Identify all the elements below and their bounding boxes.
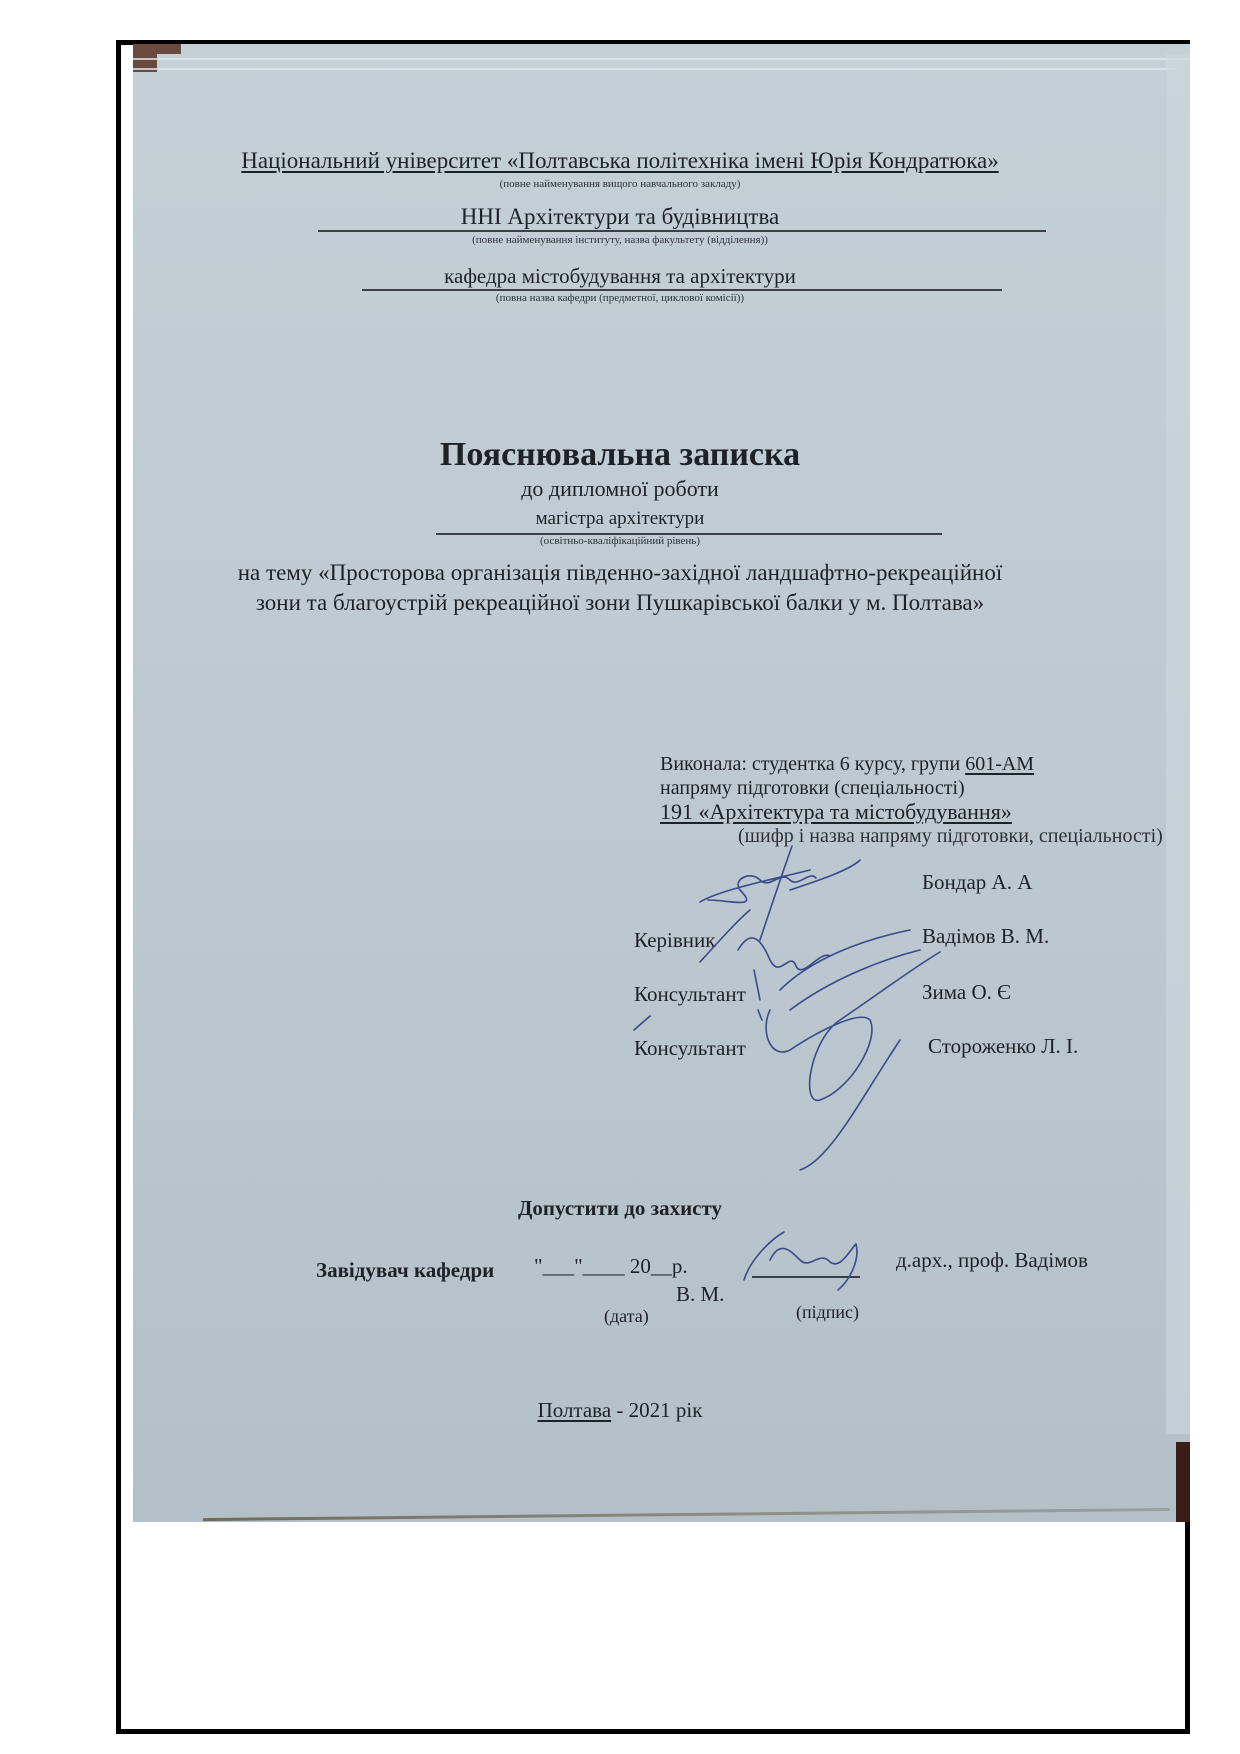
consultant-2-role: Консультант: [634, 1036, 746, 1060]
sheet-stack-right: [1166, 54, 1190, 1434]
footer-year: - 2021 рік: [611, 1398, 703, 1422]
department-underline: [362, 289, 1002, 291]
supervisor-name: Вадімов В. М.: [922, 924, 1050, 948]
approval-date: "___"____ 20__р.: [534, 1254, 688, 1278]
head-label: Завідувач кафедри: [316, 1258, 495, 1282]
sheet-edge: [133, 68, 1176, 70]
department-note: (повна назва кафедри (предметної, циклової комісії)): [495, 292, 745, 304]
university-note: (повне найменування вищого навчального закладу): [499, 178, 741, 190]
signature-note: (підпис): [796, 1302, 860, 1322]
consultant-2-name: Стороженко Л. І.: [928, 1034, 1079, 1058]
degree: магістра архітектури: [535, 508, 705, 529]
institute-name: ННІ Архітектури та будівництва: [460, 204, 780, 229]
consultant-1-name: Зима О. Є: [922, 980, 1012, 1004]
specialty-note: (шифр і назва напряму підготовки, спеціальності): [738, 825, 1163, 847]
footer-city: Полтава: [537, 1398, 612, 1422]
institute-underline: [318, 230, 1046, 232]
consultant-1-role: Консультант: [634, 982, 746, 1006]
supervisor-role: Керівник: [634, 928, 716, 952]
student-line-1: [660, 752, 1034, 776]
date-note: (дата): [604, 1306, 649, 1326]
footer: [0, 1398, 1240, 1423]
sheet-edge: [133, 58, 1190, 60]
sheet-edge-bottom: [203, 1508, 1170, 1521]
student-specialty: 191 «Архітектура та містобудування»: [660, 799, 1012, 824]
approval-heading: Допустити до захисту: [517, 1196, 723, 1220]
head-title: д.арх., проф. Вадімов: [896, 1248, 1088, 1272]
student-group: 601-АМ: [965, 753, 1035, 775]
page-title: Пояснювальна записка: [439, 436, 801, 473]
head-initials: В. М.: [676, 1282, 725, 1306]
subtitle: до дипломної роботи: [521, 476, 719, 501]
theme-line-1: на тему «Просторова організація південно-західної ландшафтно-рекреаційної: [237, 560, 1003, 585]
desk-corner: [157, 44, 181, 54]
institute-note: (повне найменування інституту, назва факультету (відділення)): [472, 234, 768, 246]
student-name: Бондар А. А: [922, 870, 1033, 894]
signature-strokes: [620, 840, 1100, 1180]
student-prefix: Виконала: студентка 6 курсу, групи: [660, 753, 966, 775]
head-signature: [720, 1220, 880, 1300]
theme-line-2: зони та благоустрій рекреаційної зони Пушкарівської балки у м. Полтава»: [255, 590, 985, 615]
student-line-2: напряму підготовки (спеціальності): [660, 777, 965, 799]
desk-corner: [1176, 1442, 1190, 1522]
degree-note: (освітньо-кваліфікаційний рівень): [540, 535, 700, 547]
department-name: кафедра містобудування та архітектури: [444, 264, 796, 288]
university-name: Національний університет «Полтавська політехніка імені Юрія Кондратюка»: [241, 148, 999, 173]
